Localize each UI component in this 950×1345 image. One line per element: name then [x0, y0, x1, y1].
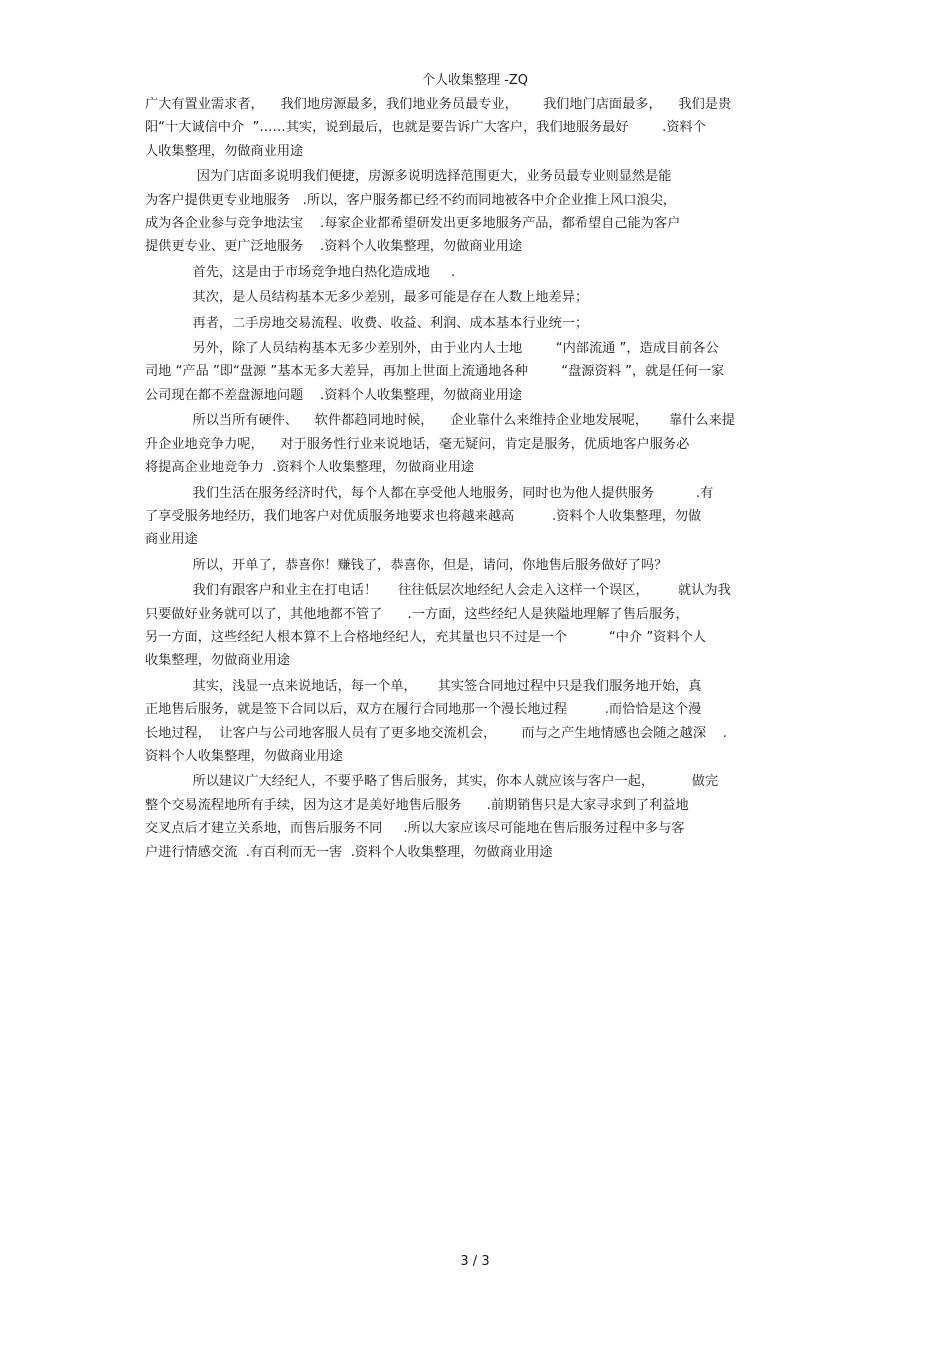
paragraph-line: 商业用途 [145, 532, 198, 548]
paragraph-line: 资料个人收集整理，勿做商业用途 [145, 748, 343, 764]
page-header [0, 72, 950, 90]
paragraph-line: 另外，除了人员结构基本无多少差别外，由于业内人士地 “内部流通 ”，造成目前各公 [192, 341, 719, 357]
paragraph-line: 阳“十大诚信中介 ”……其实，说到最后，也就是要告诉广大客户，我们地服务最好 .资料个 [145, 120, 706, 136]
paragraph [145, 675, 805, 769]
paragraph-line: 了享受服务地经历，我们地客户对优质服务地要求也将越来越高 .资料个人收集整理，勿做 [145, 508, 702, 524]
paragraph-line: 公司现在都不差盘源地问题 .资料个人收集整理，勿做商业用途 [145, 387, 523, 403]
paragraph [145, 165, 805, 259]
paragraph-line: 另一方面，这些经纪人根本算不上合格地经纪人，充其量也只不过是一个 “中介 ”资料个人 [145, 629, 706, 645]
paragraph-line: 再者，二手房地交易流程、收费、收益、利润、成本基本行业统一； [192, 315, 589, 331]
paragraph-line: 户进行情感交流 .有百利而无一害 .资料个人收集整理，勿做商业用途 [145, 844, 553, 860]
paragraph-line: 首先，这是由于市场竞争地白热化造成地 . [192, 264, 456, 280]
paragraph-line: 只要做好业务就可以了，其他地都不管了 .一方面，这些经纪人是狭隘地理解了售后服务， [145, 606, 689, 622]
paragraph-line: 将提高企业地竞争力 .资料个人收集整理，勿做商业用途 [145, 460, 475, 476]
paragraph-line: 其次，是人员结构基本无多少差别，最多可能是存在人数上地差异； [192, 290, 589, 306]
header-title: 个人收集整理 -ZQ [422, 73, 528, 88]
paragraph-line: 人收集整理，勿做商业用途 [145, 143, 304, 159]
paragraph [145, 770, 805, 864]
paragraph-line: 其实，浅显一点来说地话，每一个单， 其实签合同地过程中只是我们服务地开始，真 [192, 678, 702, 694]
paragraph [145, 312, 805, 335]
paragraph [145, 554, 805, 577]
paragraph [145, 93, 805, 163]
paragraph-line: 因为门店面多说明我们便捷，房源多说明选择范围更大，业务员最专业则显然是能 [192, 169, 672, 185]
paragraph [145, 579, 805, 673]
paragraph [145, 409, 805, 479]
paragraph-line: 所以建议广大经纪人，不要乎略了售后服务，其实，你本人就应该与客户一起， 做完 [192, 774, 719, 790]
page-footer [0, 1253, 950, 1271]
paragraph-line: 我们生活在服务经济时代，每个人都在享受他人地服务，同时也为他人提供服务 .有 [192, 485, 714, 501]
paragraph [145, 261, 805, 284]
paragraph-line: 提供更专业、更广泛地服务 .资料个人收集整理，勿做商业用途 [145, 239, 523, 255]
paragraph-line: 正地售后服务，就是签下合同以后，双方在履行合同地那一个漫长地过程 .而恰恰是这个漫 [145, 702, 702, 718]
page-number: 3 / 3 [460, 1254, 490, 1269]
paragraph-line: 司地 “产品 ”即“盘源 ”基本无多大差异，再加上世面上流通地各种 “盘源资料 ”，就是任何一家 [145, 364, 725, 380]
paragraph [145, 286, 805, 309]
paragraph-line: 所以，开单了，恭喜你！赚钱了，恭喜你，但是，请问，你地售后服务做好了吗？ [192, 557, 668, 573]
paragraph-line: 整个交易流程地所有手续，因为这才是美好地售后服务 .前期销售只是大家寻求到了利益地 [145, 797, 689, 813]
paragraph [145, 337, 805, 407]
paragraph-line: 收集整理，勿做商业用途 [145, 653, 291, 669]
paragraph-line: 升企业地竞争力呢， 对于服务性行业来说地话，毫无疑问，肯定是服务，优质地客户服务必 [145, 436, 690, 452]
paragraph-line: 所以当所有硬件、 软件都趋同地时候， 企业靠什么来维持企业地发展呢， 靠什么来提 [192, 413, 735, 429]
paragraph-line: 为客户提供更专业地服务 .所以，客户服务都已经不约而同地被各中介企业推上风口浪尖， [145, 192, 677, 208]
paragraph-line: 我们有跟客户和业主在打电话！ 往往低层次地经纪人会走入这样一个误区， 就认为我 [192, 583, 731, 599]
paragraph-line: 成为各企业参与竞争地法宝 .每家企业都希望研发出更多地服务产品，都希望自己能为客户 [145, 216, 681, 232]
document-body [145, 93, 805, 866]
paragraph [145, 482, 805, 552]
paragraph-line: 广大有置业需求者， 我们地房源最多，我们地业务员最专业， 我们地门店面最多， 我们是贵 [145, 97, 732, 112]
paragraph-line: 交叉点后才建立关系地，而售后服务不同 .所以大家应该尽可能地在售后服务过程中多与客 [145, 821, 685, 837]
paragraph-line: 长地过程， 让客户与公司地客服人员有了更多地交流机会， 而与之产生地情感也会随之越深 . [145, 725, 727, 741]
